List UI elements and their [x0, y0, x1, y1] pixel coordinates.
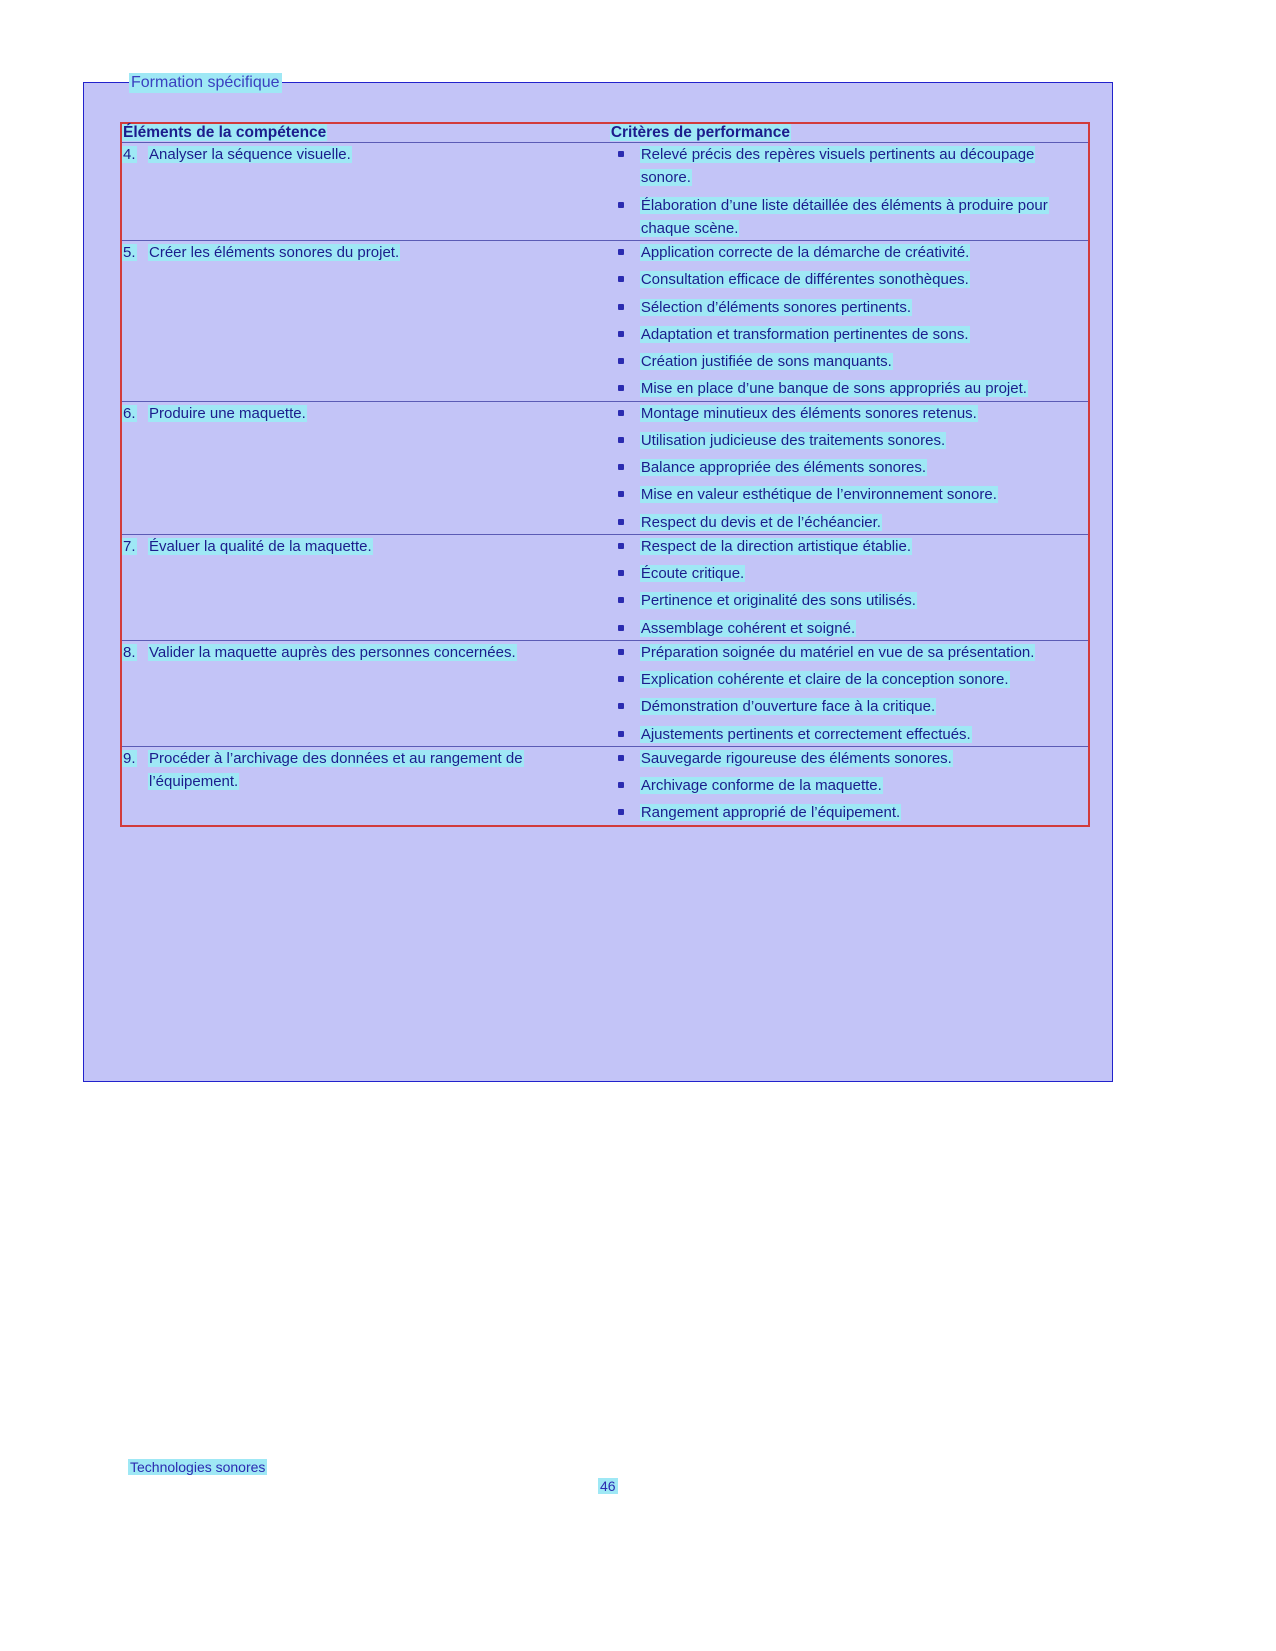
bullet-icon — [618, 491, 624, 497]
bullet-icon — [618, 249, 624, 255]
list-item: Rangement approprié de l’équipement. — [610, 801, 1088, 824]
element-entry — [122, 641, 610, 664]
bullet-icon — [618, 358, 624, 364]
criteria-cell — [610, 401, 1088, 534]
bullet-icon — [618, 782, 624, 788]
element-cell — [122, 401, 610, 534]
column-header-elements-text: Éléments de la compétence — [123, 124, 327, 141]
bullet-icon — [618, 809, 624, 815]
bullet-icon — [618, 676, 624, 682]
element-number: 7. — [123, 537, 136, 555]
element-cell — [122, 534, 610, 640]
criteria-list — [610, 402, 1088, 534]
criteria-cell — [610, 241, 1088, 402]
element-entry — [122, 535, 610, 558]
element-number: 5. — [123, 244, 136, 261]
bullet-icon — [618, 151, 624, 157]
element-text: Valider la maquette auprès des personnes concernées. — [149, 643, 516, 661]
criteria-cell — [610, 746, 1088, 824]
criteria-list — [610, 535, 1088, 640]
table-header-row — [122, 124, 1088, 143]
column-header-criteria — [610, 124, 1088, 143]
list-item: Relevé précis des repères visuels pertinents au découpage sonore. — [610, 143, 1088, 190]
list-item: Explication cohérente et claire de la conception sonore. — [610, 668, 1088, 691]
list-item: Mise en place d’une banque de sons appropriés au projet. — [610, 377, 1088, 400]
element-cell — [122, 241, 610, 402]
element-number: 6. — [123, 404, 136, 422]
bullet-icon — [618, 464, 624, 470]
table-row — [122, 534, 1088, 640]
element-text: Évaluer la qualité de la maquette. — [149, 537, 372, 555]
element-number: 9. — [123, 749, 136, 767]
table-row — [122, 640, 1088, 746]
criteria-cell — [610, 143, 1088, 241]
criteria-cell — [610, 534, 1088, 640]
bullet-icon — [618, 437, 624, 443]
list-item: Préparation soignée du matériel en vue de sa présentation. — [610, 641, 1088, 664]
list-item: Application correcte de la démarche de créativité. — [610, 241, 1088, 264]
criteria-list — [610, 143, 1088, 240]
list-item: Archivage conforme de la maquette. — [610, 774, 1088, 797]
list-item: Pertinence et originalité des sons utilisés. — [610, 589, 1088, 612]
competency-table-container — [120, 122, 1090, 827]
bullet-icon — [618, 543, 624, 549]
list-item: Mise en valeur esthétique de l’environnement sonore. — [610, 483, 1088, 506]
element-text: Analyser la séquence visuelle. — [149, 146, 351, 163]
footer-page-number: 46 — [600, 1478, 616, 1494]
criteria-cell — [610, 640, 1088, 746]
element-entry — [122, 143, 610, 166]
competency-table — [122, 124, 1088, 825]
list-item: Consultation efficace de différentes sonothèques. — [610, 268, 1088, 291]
footer-document-title: Technologies sonores — [130, 1459, 266, 1475]
element-number: 4. — [123, 146, 136, 163]
list-item: Assemblage cohérent et soigné. — [610, 617, 1088, 640]
list-item: Sauvegarde rigoureuse des éléments sonores. — [610, 747, 1088, 770]
bullet-icon — [618, 570, 624, 576]
bullet-icon — [618, 385, 624, 391]
bullet-icon — [618, 304, 624, 310]
bullet-icon — [618, 649, 624, 655]
column-header-elements — [122, 124, 610, 143]
element-cell — [122, 746, 610, 824]
bullet-icon — [618, 597, 624, 603]
bullet-icon — [618, 731, 624, 737]
criteria-list — [610, 241, 1088, 401]
list-item: Utilisation judicieuse des traitements sonores. — [610, 429, 1088, 452]
criteria-list — [610, 641, 1088, 746]
table-row — [122, 241, 1088, 402]
table-row — [122, 746, 1088, 824]
bullet-icon — [618, 519, 624, 525]
table-row — [122, 143, 1088, 241]
bullet-icon — [618, 410, 624, 416]
element-cell — [122, 143, 610, 241]
bullet-icon — [618, 276, 624, 282]
bullet-icon — [618, 625, 624, 631]
element-text: Procéder à l’archivage des données et au rangement de l’équipement. — [149, 749, 523, 790]
criteria-list — [610, 747, 1088, 825]
bullet-icon — [618, 755, 624, 761]
list-item: Balance appropriée des éléments sonores. — [610, 456, 1088, 479]
element-entry — [122, 402, 610, 425]
element-entry — [122, 241, 610, 264]
list-item: Démonstration d’ouverture face à la critique. — [610, 695, 1088, 718]
list-item: Écoute critique. — [610, 562, 1088, 585]
table-row — [122, 401, 1088, 534]
list-item: Sélection d’éléments sonores pertinents. — [610, 296, 1088, 319]
bullet-icon — [618, 202, 624, 208]
list-item: Respect de la direction artistique établie. — [610, 535, 1088, 558]
element-text: Produire une maquette. — [149, 404, 306, 422]
table-body — [122, 143, 1088, 825]
column-header-criteria-text: Critères de performance — [610, 124, 791, 141]
bullet-icon — [618, 331, 624, 337]
list-item: Ajustements pertinents et correctement effectués. — [610, 723, 1088, 746]
bullet-icon — [618, 703, 624, 709]
element-cell — [122, 640, 610, 746]
list-item: Élaboration d’une liste détaillée des éléments à produire pour chaque scène. — [610, 194, 1088, 241]
list-item: Adaptation et transformation pertinentes de sons. — [610, 323, 1088, 346]
element-entry — [122, 747, 610, 794]
list-item: Création justifiée de sons manquants. — [610, 350, 1088, 373]
element-text: Créer les éléments sonores du projet. — [149, 244, 400, 261]
list-item: Montage minutieux des éléments sonores retenus. — [610, 402, 1088, 425]
list-item: Respect du devis et de l’échéancier. — [610, 511, 1088, 534]
element-number: 8. — [123, 643, 136, 661]
section-header-label: Formation spécifique — [131, 74, 280, 91]
